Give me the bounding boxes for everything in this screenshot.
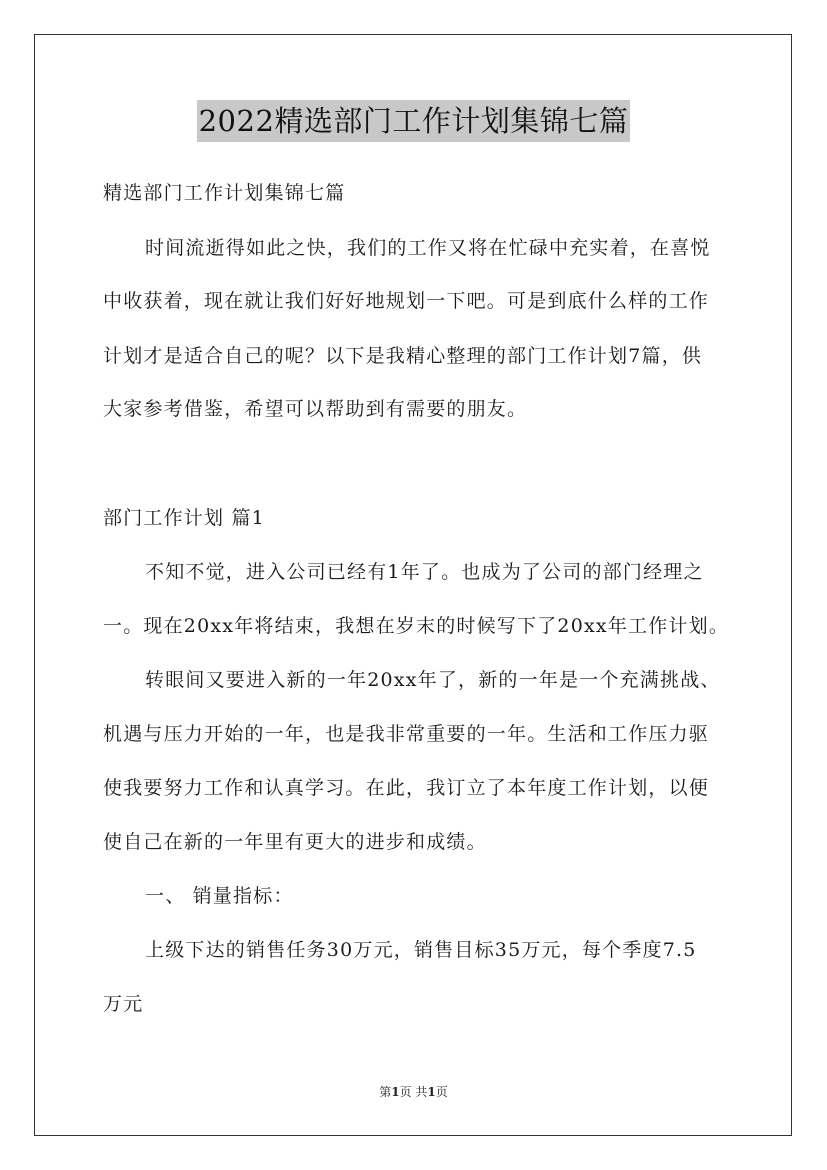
intro-line: 大家参考借鉴，希望可以帮助到有需要的朋友。 [103, 398, 528, 420]
body-line: 上级下达的销售任务30万元，销售目标35万元，每个季度7.5 [145, 939, 697, 961]
document-subtitle: 精选部门工作计划集锦七篇 [103, 182, 346, 204]
body-line: 使自己在新的一年里有更大的进步和成绩。 [103, 831, 487, 853]
footer-page-number: 1 [391, 1085, 400, 1099]
list-heading: 一、 销量指标： [145, 885, 294, 907]
page-footer [0, 1084, 827, 1100]
document-title: 2022精选部门工作计划集锦七篇 [197, 100, 631, 142]
footer-page-suffix: 页 [435, 1085, 448, 1099]
intro-line: 时间流逝得如此之快，我们的工作又将在忙碌中充实着，在喜悦 [145, 237, 711, 259]
footer-page-mid: 页 共 [399, 1085, 428, 1099]
intro-line: 中收获着，现在就让我们好好地规划一下吧。可是到底什么样的工作 [103, 290, 710, 312]
body-line: 使我要努力工作和认真学习。在此，我订立了本年度工作计划，以便 [103, 777, 710, 799]
body-line: 机遇与压力开始的一年，也是我非常重要的一年。生活和工作压力驱 [103, 723, 710, 745]
body-line: 一。现在20xx年将结束，我想在岁末的时候写下了20xx年工作计划。 [103, 615, 730, 637]
section-heading: 部门工作计划 篇1 [103, 507, 265, 529]
footer-page-prefix: 第 [379, 1085, 392, 1099]
title-container [0, 100, 827, 142]
footer-page-total: 1 [427, 1085, 436, 1099]
body-line: 不知不觉，进入公司已经有1年了。也成为了公司的部门经理之 [145, 561, 704, 583]
body-line: 万元 [103, 993, 144, 1015]
body-line: 转眼间又要进入新的一年20xx年了，新的一年是一个充满挑战、 [145, 669, 721, 691]
intro-line: 计划才是适合自己的呢？以下是我精心整理的部门工作计划7篇，供 [103, 345, 703, 367]
